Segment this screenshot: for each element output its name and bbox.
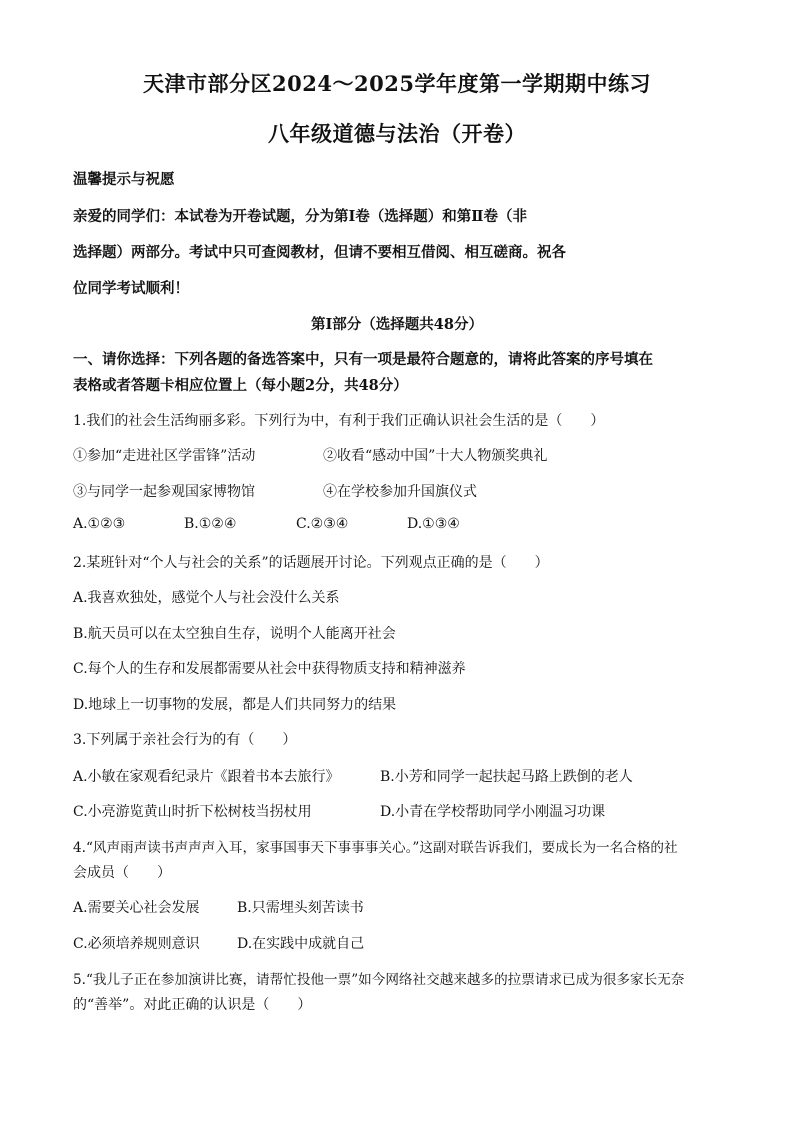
question-5-stem-line: 5.“我儿子正在参加演讲比赛，请帮忙投他一票”如今网络社交越来越多的拉票请求已成为很多家长无奈 — [73, 972, 685, 988]
exam-title: 天津市部分区2024～2025学年度第一学期期中练习 — [143, 71, 651, 96]
question-1-option-d: D.①③④ — [407, 516, 460, 532]
question-5-stem-line: 的“善举”。对此正确的认识是（ ） — [73, 997, 312, 1013]
question-1-stem: 1.我们的社会生活绚丽多彩。下列行为中，有利于我们正确认识社会生活的是（ ） — [73, 413, 605, 429]
greeting-heading: 温馨提示与祝愿 — [73, 171, 175, 188]
question-3-option-a: A.小敏在家观看纪录片《跟着书本去旅行》 — [73, 769, 340, 785]
question-3-stem: 3.下列属于亲社会行为的有（ ） — [73, 732, 297, 748]
question-2-option-b: B.航天员可以在太空独自生存，说明个人能离开社会 — [73, 626, 396, 642]
question-2-option-d: D.地球上一切事物的发展，都是人们共同努力的结果 — [73, 697, 397, 713]
question-1-item: ③与同学一起参观国家博物馆 — [73, 484, 255, 500]
exam-subtitle: 八年级道德与法治（开卷） — [268, 121, 526, 146]
question-1-option-b: B.①②④ — [184, 516, 237, 532]
question-2-stem: 2.某班针对“个人与社会的关系”的话题展开讨论。下列观点正确的是（ ） — [73, 555, 549, 571]
greeting-paragraph-line: 选择题）两部分。考试中只可查阅教材，但请不要相互借阅、相互磋商。祝各 — [73, 244, 566, 261]
question-4-stem-line: 4.“风声雨声读书声声声入耳，家事国事天下事事事关心。”这副对联告诉我们，要成长为一名合格的社 — [73, 840, 678, 856]
question-3-option-c: C.小亮游览黄山时折下松树枝当拐杖用 — [73, 804, 312, 820]
question-4-option-b: B.只需埋头刻苦读书 — [237, 900, 364, 916]
instruction-line: 一、请你选择：下列各题的备选答案中，只有一项是最符合题意的，请将此答案的序号填在 — [73, 351, 653, 368]
question-2-option-c: C.每个人的生存和发展都需要从社会中获得物质支持和精神滋养 — [73, 661, 466, 677]
question-1-item: ②收看“感动中国”十大人物颁奖典礼 — [323, 448, 548, 464]
question-2-option-a: A.我喜欢独处，感觉个人与社会没什么关系 — [73, 590, 340, 606]
question-1-item: ④在学校参加升国旗仪式 — [323, 484, 477, 500]
question-4-stem-line: 会成员（ ） — [73, 865, 171, 881]
question-1-option-a: A.①②③ — [73, 516, 126, 532]
greeting-paragraph-line: 位同学考试顺利！ — [73, 280, 189, 297]
question-4-option-d: D.在实践中成就自己 — [237, 936, 365, 952]
instruction-line: 表格或者答题卡相应位置上（每小题2分，共48分） — [73, 377, 408, 394]
question-3-option-b: B.小芳和同学一起扶起马路上跌倒的老人 — [380, 769, 633, 785]
question-1-item: ①参加“走进社区学雷锋”活动 — [73, 448, 256, 464]
question-1-option-c: C.②③④ — [296, 516, 349, 532]
question-3-option-d: D.小青在学校帮助同学小刚温习功课 — [380, 804, 606, 820]
part-title: 第Ⅰ部分（选择题共48分） — [311, 316, 483, 333]
greeting-paragraph-line: 亲爱的同学们：本试卷为开卷试题，分为第Ⅰ卷（选择题）和第Ⅱ卷（非 — [73, 208, 528, 225]
question-4-option-a: A.需要关心社会发展 — [73, 900, 200, 916]
question-4-option-c: C.必须培养规则意识 — [73, 936, 200, 952]
